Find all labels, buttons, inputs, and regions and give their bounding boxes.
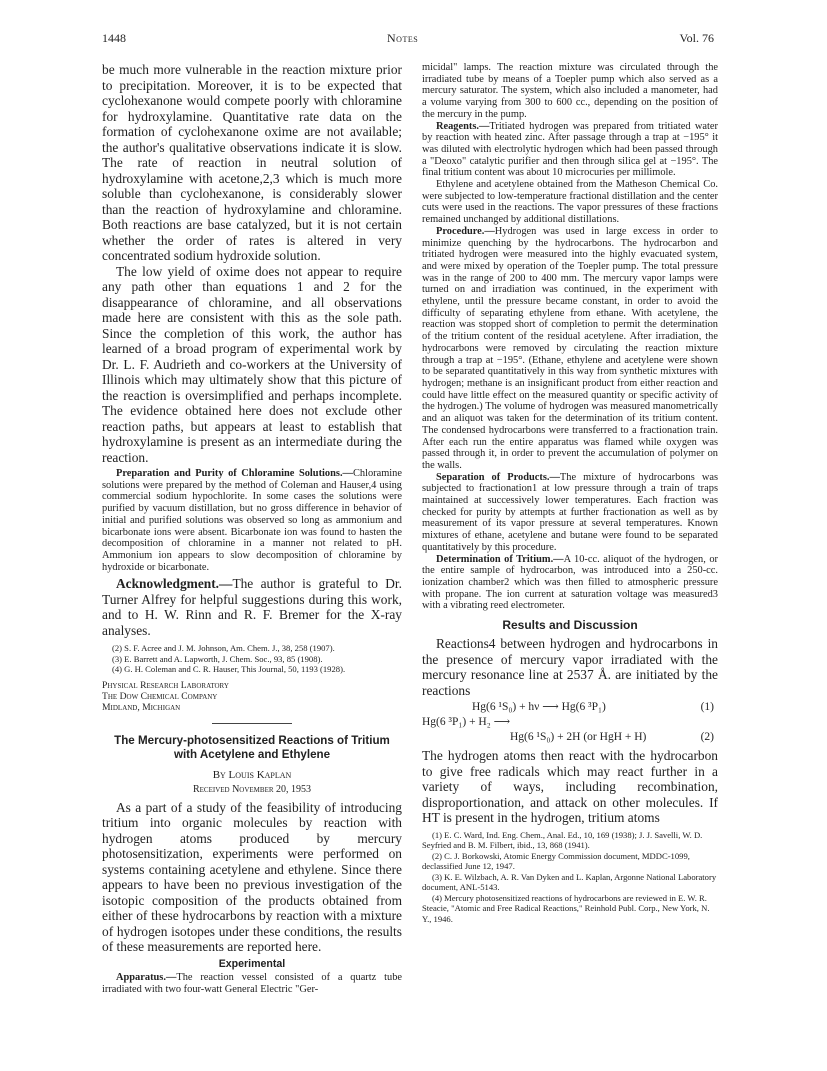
footnotes (102, 643, 402, 675)
divider (212, 723, 292, 724)
equation-1: Hg(6 ¹S₀) + hν ⟶ Hg(6 ³P₁) (1) (472, 701, 714, 714)
section-heading: Experimental (218, 957, 286, 970)
run-in-heading: Separation of Products.— (436, 471, 560, 483)
paragraph: be much more vulnerable in the reaction mixture prior to precipitation. Moreover, it is to be expected that cyclohexanone would compete poorly with chloramine for hydroxylamine. Quantitative rate data on the formation of cyclohexanone oxime are not available; the author's qualitative observations indicate it is slow. The rate of reaction in neutral solution of hydroxylamine with acetone,2,3 which is much more soluble than cyclohexanone, is considerably slower than the reaction of hydroxylamine and chloramine. Both reactions are base catalyzed, but it is not certain whether the order of rates is altered in very concentrated sodium hydroxide solution. (102, 62, 402, 263)
equation-2-line-2: Hg(6 ¹S₀) + 2H (or HgH + H) (2) (510, 731, 714, 744)
acknowledgment: Acknowledgment.—The author is grateful to Dr. Turner Alfrey for helpful suggestions during this work, and to H. W. Rinn and R. F. Bremer for the X-ray analyses. (102, 576, 402, 638)
paragraph: Ethylene and acetylene obtained from the Matheson Chemical Co. were subjected to low-temperature fractional distillation and the center cuts were used in the reactions. The vapor pressures of these fractions remained unchanged by additional distillations. (422, 179, 718, 226)
running-title: Notes (387, 31, 419, 45)
introduction: As a part of a study of the feasibility of introducing tritium into organic molecules by reaction with hydrogen atoms produced by mercury photosensitization, experiments were performed on systems containing acetylene and ethylene. Since there appears to have been no previous investigation of the isotopic composition of the products obtained from either of these hydrocarbons by reaction with a mixture of hydrogen isotopes under these conditions, the results of these measurements are reported here. (102, 799, 402, 955)
footnotes (422, 830, 718, 925)
reagents-paragraph: Reagents.—Tritiated hydrogen was prepared from tritiated water by reaction with heated zinc. After passage through a trap at −195° it was diluted with electrolytic hydrogen which had been passed through a "Deoxo" catalytic purifier and then through silica gel at −195°. The final tritium content was about 10 microcuries per millimole. (422, 120, 718, 179)
section-heading: Results and Discussion (502, 618, 638, 633)
affiliation: Physical Research Laboratory The Dow Chemical Company Midland, Michigan (102, 679, 229, 713)
equation-number: (2) (700, 731, 714, 744)
footnote: (4) Mercury photosensitized reactions of hydrocarbons are reviewed in E. W. R. Steacie, "Atomic and Free Radical Reactions," Reinhold Publ. Corp., New York, N. Y., 1946. (422, 892, 710, 924)
paragraph: Reactions4 between hydrogen and hydrocarbons in the presence of mercury vapor irradiated with the mercury resonance line at 2537 Å. are initiated by the reactions (422, 636, 718, 698)
procedure-paragraph: Procedure.—Hydrogen was used in large excess in order to minimize quenching by the hydrocarbons. The hydrocarbon and tritiated hydrogen were measured into the highly evacuated system, and were mixed by operation of the Toepler pump. The total pressure was in the range of 200 to 400 mm. The mercury vapor lamps were turned on and irradiation was continued, in the experiment with ethylene, until the pressure became constant, in order to avoid the difficulty of separating ethylene from ethane. With acetylene, the reaction was stopped short of completion to permit the determination of the tritium content of the residual acetylene. After irradiation, the hydrocarbons were removed by circulating the reaction mixture through a trap at −195°. (Ethane, ethylene and acetylene were shown to be separated quantitatively in this way from synthetic mixtures with hydrogen; methane is an insignificant product from either reaction and could have little effect on the measured quantity or specific activity of the hydrogen.) The volume of hydrogen was measured manometrically and an aliquot was taken for the determination of its tritium content. The condensed hydrocarbons were transferred to a fractionation train. After each run the entire apparatus was flamed while oxygen was passed through it, in order to prevent the accumulation of polymer on the walls. (422, 225, 718, 471)
separation-paragraph: Separation of Products.—The mixture of hydrocarbons was subjected to fractionation1 at low pressure through a train of traps maintained at successively lower temperatures. Each fraction was checked for purity by attempts at further fractionation as well as by measurement of its vapor pressure at several temperatures. Known mixtures of ethane, acetylene and butane were found to be separated quantitatively by this procedure. (422, 471, 718, 553)
apparatus-paragraph: Apparatus.—The reaction vessel consisted of a quartz tube irradiated with two four-watt General Electric "Ger- (102, 971, 402, 995)
footnote: (4) G. H. Coleman and C. R. Hauser, This Journal, 50, 1193 (1928). (112, 664, 346, 675)
run-in-heading: Preparation and Purity of Chloramine Solutions.— (116, 468, 353, 479)
run-in-heading: Reagents.— (436, 120, 490, 132)
paragraph: The low yield of oxime does not appear to require any path other than equations 1 and 2 for the disappearance of chloramine, and all observations made here are consistent with this as the sole path. Since the completion of this work, the author has learned of a broad program of experimental work by Dr. L. F. Audrieth and co-workers at the University of Illinois which may ultimately show that this picture of the reaction is oversimplified and perhaps incomplete. The evidence obtained here does not exclude other reaction paths, but appears at least to establish that hydroxylamine is present as an intermediate during the reaction. (102, 263, 402, 465)
determination-paragraph: Determination of Tritium.—A 10-cc. aliquot of the hydrogen, or the entire sample of hydrocarbon, was introduced into a 250-cc. ionization chamber2 which was then filled to atmospheric pressure with propane. The ion current at saturation voltage was measured3 with a vibrating reed electrometer. (422, 553, 718, 612)
run-in-heading: Acknowledgment.— (116, 576, 233, 592)
run-in-heading: Determination of Tritium.— (436, 553, 564, 565)
right-column (422, 62, 718, 924)
page-number: 1448 (102, 31, 126, 45)
running-header (102, 31, 714, 49)
footnote: (1) E. C. Ward, Ind. Eng. Chem., Anal. Ed., 10, 169 (1938); J. J. Savelli, W. D. Seyfried and B. M. Filbert, ibid., 13, 868 (1941). (422, 829, 703, 851)
author-byline: By Louis Kaplan (212, 768, 292, 781)
footnote: (2) C. J. Borkowski, Atomic Energy Commission document, MDDC-1099, declassified June 12, 1947. (422, 850, 690, 872)
left-column (102, 62, 402, 995)
paragraph: micidal" lamps. The reaction mixture was circulated through the irradiated tube by means of a Toepler pump which also served as a mercury saturator. The system, which also included a manometer, had a volume varying from 300 to 600 cc., depending on the position of the mercury in the pump. (422, 62, 718, 120)
footnote: (3) K. E. Wilzbach, A. R. Van Dyken and L. Kaplan, Argonne National Laboratory document, ANL-5143. (422, 871, 717, 893)
article-title: The Mercury-photosensitized Reactions of Tritium with Acetylene and Ethylene (114, 733, 390, 761)
preparation-paragraph: Preparation and Purity of Chloramine Solutions.—Chloramine solutions were prepared by the method of Coleman and Hauser,4 using commercial sodium hypochlorite. In some cases the solutions were purified by vacuum distillation, but no gross difference in behavior of initial and purified solutions was observed so long as ammonium and bicarbonate ions were absent. Bicarbonate ion was found to hasten the decomposition of chloramine in a manner not related to pH. Ammonium ion appears to slow decomposition of chloramine by hydroxide or bicarbonate. (102, 468, 402, 573)
equation-number: (1) (700, 701, 714, 714)
equation-2-line-1: Hg(6 ³P₁) + H₂ ⟶ (422, 716, 511, 729)
footnote: (2) S. F. Acree and J. M. Johnson, Am. Chem. J., 38, 258 (1907). (112, 643, 335, 654)
received-date: Received November 20, 1953 (192, 783, 312, 795)
volume-number: Vol. 76 (679, 31, 714, 45)
run-in-heading: Procedure.— (436, 225, 495, 237)
paragraph: The hydrogen atoms then react with the hydrocarbon to give free radicals which may react further in a variety of ways, including recombination, disproportionation, and attack on other molecules. If HT is present in the hydrogen, tritium atoms (422, 748, 718, 826)
footnote: (3) E. Barrett and A. Lapworth, J. Chem. Soc., 93, 85 (1908). (112, 653, 323, 664)
run-in-heading: Apparatus.— (116, 971, 177, 983)
